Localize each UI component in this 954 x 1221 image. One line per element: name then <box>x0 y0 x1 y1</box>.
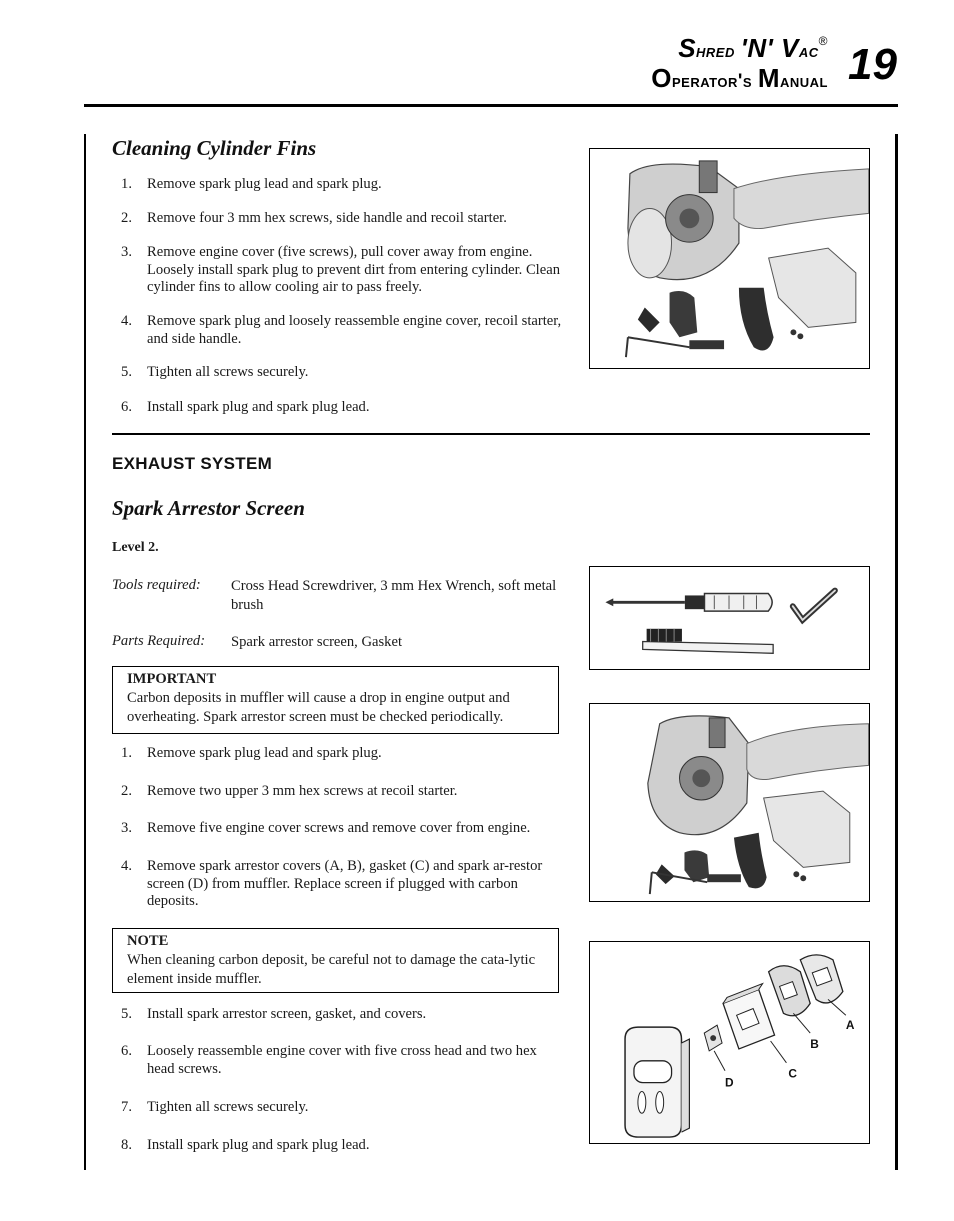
important-text: Carbon deposits in muffler will cause a drop in engine output and overheating. Spark arrestor screen must be checked periodically. <box>127 690 510 725</box>
header-rule <box>84 104 898 107</box>
page-number: 19 <box>848 40 897 89</box>
note-box <box>112 928 559 993</box>
level-label: Level 2. <box>112 540 159 555</box>
spark-arrestor-title: Spark Arrestor Screen <box>112 496 305 520</box>
muffler-exploded-diagram <box>589 941 870 1144</box>
tools-required-label: Tools required: <box>112 577 201 593</box>
tools-photo <box>589 566 870 670</box>
engine-cover-removed-photo <box>589 703 870 902</box>
manual-title <box>651 34 828 94</box>
important-heading: IMPORTANT <box>127 671 217 687</box>
label-d: D <box>725 1075 734 1090</box>
parts-required-value: Spark arrestor screen, Gasket <box>231 634 402 650</box>
note-text: When cleaning carbon deposit, be careful not to damage the cata-lytic element inside muffler. <box>127 952 536 987</box>
engine-disassembly-photo <box>589 148 870 369</box>
exhaust-system-heading: EXHAUST SYSTEM <box>112 454 273 473</box>
label-b: B <box>810 1036 819 1051</box>
manual-title-line2: Operator's Manual <box>651 62 828 93</box>
important-box <box>112 666 559 734</box>
parts-required-label: Parts Required: <box>112 633 206 649</box>
left-margin-bar <box>84 134 86 1170</box>
tools-required-value: Cross Head Screwdriver, 3 mm Hex Wrench, soft metal brush <box>231 578 557 613</box>
cleaning-section-title: Cleaning Cylinder Fins <box>112 136 317 160</box>
label-c: C <box>788 1066 797 1081</box>
manual-title-line1: Shred 'N' Vac® <box>678 33 828 63</box>
section-divider <box>112 433 870 435</box>
right-margin-bar <box>895 134 898 1170</box>
label-a: A <box>845 1018 855 1033</box>
note-heading: NOTE <box>127 933 169 949</box>
